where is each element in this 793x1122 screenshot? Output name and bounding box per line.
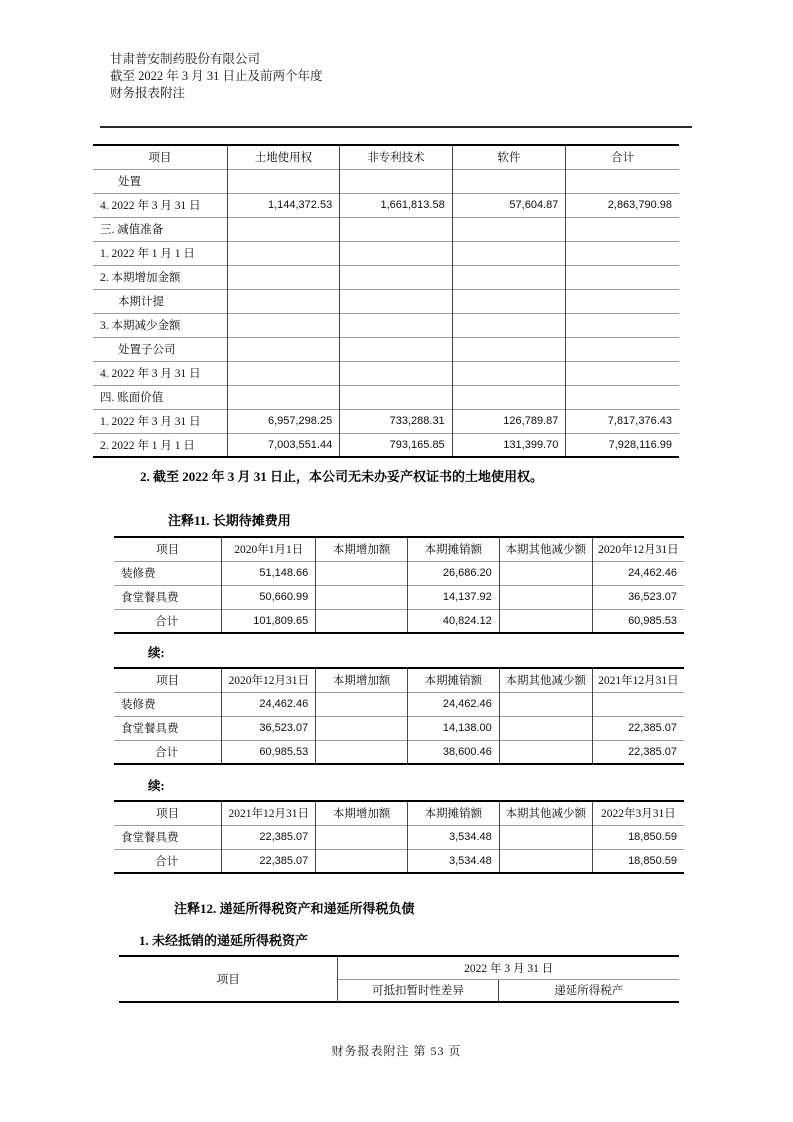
cell-value: 3,534.48 xyxy=(408,825,500,849)
cell-value xyxy=(227,337,340,361)
cell-value xyxy=(316,849,408,873)
cell-value: 1,661,813.58 xyxy=(340,193,453,217)
continued-label-2: 续: xyxy=(148,779,165,793)
cell-value: 18,850.59 xyxy=(592,825,684,849)
header-row xyxy=(93,145,679,169)
row-label: 四. 账面价值 xyxy=(93,385,227,409)
cell-value xyxy=(452,289,566,313)
page-footer: 财务报表附注 第 53 页 xyxy=(331,1044,462,1058)
cell-value xyxy=(499,740,592,764)
row-label: 合计 xyxy=(114,740,222,764)
column-header: 可抵扣暂时性差异 xyxy=(338,979,498,1002)
cell-value xyxy=(340,337,453,361)
cell-value xyxy=(340,289,453,313)
cell-value xyxy=(316,609,408,633)
header-row xyxy=(114,801,684,825)
table-row xyxy=(114,716,684,740)
row-label: 4. 2022 年 3 月 31 日 xyxy=(93,361,227,385)
cell-value xyxy=(340,265,453,289)
cell-value xyxy=(227,169,340,193)
column-header: 2020年12月31日 xyxy=(222,668,316,692)
column-header: 土地使用权 xyxy=(227,145,340,169)
row-label: 食堂餐具费 xyxy=(114,585,222,609)
cell-value: 40,824.12 xyxy=(408,609,500,633)
cell-value xyxy=(316,585,408,609)
row-label: 三. 减值准备 xyxy=(93,217,227,241)
note11-title: 注释11. 长期待摊费用 xyxy=(168,513,291,528)
row-label: 合计 xyxy=(114,609,222,633)
column-header: 2020年1月1日 xyxy=(222,537,316,561)
table-row xyxy=(93,289,679,313)
cell-value xyxy=(227,289,340,313)
column-header: 项目 xyxy=(156,544,180,557)
cell-value: 24,462.46 xyxy=(592,561,684,585)
cell-value xyxy=(340,313,453,337)
row-label: 项目 xyxy=(119,956,338,1002)
table-row xyxy=(93,217,679,241)
column-header: 2022 年 3 月 31 日 xyxy=(338,956,679,979)
table-row xyxy=(93,313,679,337)
header-row xyxy=(114,537,684,561)
row-label: 食堂餐具费 xyxy=(114,716,222,740)
column-header: 2021年12月31日 xyxy=(222,801,316,825)
row-label: 处置子公司 xyxy=(93,337,227,361)
header-rule xyxy=(100,126,692,128)
cell-value: 131,399.70 xyxy=(452,433,566,457)
column-header: 软件 xyxy=(452,145,566,169)
row-label: 3. 本期减少金额 xyxy=(93,313,227,337)
company-name: 甘肃普安制药股份有限公司 xyxy=(110,52,261,66)
cell-value xyxy=(227,385,340,409)
cell-value xyxy=(499,692,592,716)
column-header: 2020年12月31日 xyxy=(592,537,684,561)
row-label: 2. 2022 年 1 月 1 日 xyxy=(93,433,227,457)
row-label: 处置 xyxy=(93,169,227,193)
cell-value xyxy=(566,169,679,193)
deferred-tax-asset-table xyxy=(119,955,679,1003)
cell-value xyxy=(499,849,592,873)
cell-value: 7,817,376.43 xyxy=(566,409,679,433)
cell-value xyxy=(340,217,453,241)
table-row xyxy=(119,956,679,979)
cell-value xyxy=(227,241,340,265)
column-header: 本期增加额 xyxy=(316,537,408,561)
cell-value xyxy=(452,169,566,193)
cell-value xyxy=(566,265,679,289)
cell-value xyxy=(592,692,684,716)
table-row xyxy=(114,740,684,764)
row-label: 2. 本期增加金额 xyxy=(93,265,227,289)
intangible-assets-table xyxy=(93,144,679,458)
cell-value xyxy=(316,716,408,740)
column-header: 本期摊销额 xyxy=(408,668,500,692)
column-header: 本期其他减少额 xyxy=(499,537,592,561)
column-header: 非专利技术 xyxy=(340,145,453,169)
cell-value: 793,165.85 xyxy=(340,433,453,457)
long-term-deferred-expense-table-2020 xyxy=(114,536,684,634)
cell-value: 733,288.31 xyxy=(340,409,453,433)
cell-value: 38,600.46 xyxy=(408,740,500,764)
column-header: 项目 xyxy=(156,675,180,688)
cell-value xyxy=(452,313,566,337)
column-header: 本期增加额 xyxy=(316,668,408,692)
cell-value: 14,138.00 xyxy=(408,716,500,740)
header-row xyxy=(114,668,684,692)
column-header: 项目 xyxy=(156,808,180,821)
cell-value xyxy=(316,561,408,585)
table-row xyxy=(93,385,679,409)
row-label: 装修费 xyxy=(114,692,222,716)
cell-value xyxy=(452,241,566,265)
column-header: 递延所得税产 xyxy=(498,979,679,1002)
period-line: 截至 2022 年 3 月 31 日止及前两个年度 xyxy=(110,69,323,83)
cell-value xyxy=(227,265,340,289)
long-term-deferred-expense-table-2021 xyxy=(114,667,684,765)
cell-value: 36,523.07 xyxy=(222,716,316,740)
cell-value: 126,789.87 xyxy=(452,409,566,433)
cell-value xyxy=(340,385,453,409)
land-use-right-note: 2. 截至 2022 年 3 月 31 日止，本公司无未办妥产权证书的土地使用权。 xyxy=(140,469,544,484)
cell-value xyxy=(499,609,592,633)
column-header: 2022年3月31日 xyxy=(592,801,684,825)
cell-value: 50,660.99 xyxy=(222,585,316,609)
cell-value: 60,985.53 xyxy=(222,740,316,764)
table-row xyxy=(93,241,679,265)
row-label: 食堂餐具费 xyxy=(114,825,222,849)
cell-value: 22,385.07 xyxy=(222,849,316,873)
row-label: 合计 xyxy=(114,849,222,873)
cell-value: 1,144,372.53 xyxy=(227,193,340,217)
cell-value: 24,462.46 xyxy=(222,692,316,716)
cell-value xyxy=(227,361,340,385)
cell-value xyxy=(566,385,679,409)
long-term-deferred-expense-table-2022q1 xyxy=(114,800,684,874)
cell-value: 36,523.07 xyxy=(592,585,684,609)
cell-value: 2,863,790.98 xyxy=(566,193,679,217)
cell-value xyxy=(316,825,408,849)
cell-value xyxy=(566,361,679,385)
cell-value xyxy=(499,825,592,849)
cell-value: 3,534.48 xyxy=(408,849,500,873)
note12-sub1-title: 1. 未经抵销的递延所得税资产 xyxy=(139,933,309,948)
table-row xyxy=(93,337,679,361)
cell-value: 18,850.59 xyxy=(592,849,684,873)
table-row xyxy=(114,825,684,849)
cell-value xyxy=(566,337,679,361)
cell-value xyxy=(227,313,340,337)
doc-header xyxy=(110,51,323,102)
column-header: 本期其他减少额 xyxy=(499,801,592,825)
column-header: 项目 xyxy=(148,152,172,165)
row-label: 本期计提 xyxy=(93,289,227,313)
cell-value xyxy=(340,361,453,385)
cell-value xyxy=(316,692,408,716)
cell-value xyxy=(499,585,592,609)
cell-value: 7,928,116.99 xyxy=(566,433,679,457)
cell-value xyxy=(566,217,679,241)
cell-value xyxy=(340,241,453,265)
table-row xyxy=(114,849,684,873)
table-row xyxy=(93,409,679,433)
row-label: 4. 2022 年 3 月 31 日 xyxy=(93,193,227,217)
cell-value xyxy=(566,313,679,337)
cell-value: 51,148.66 xyxy=(222,561,316,585)
note12-title: 注释12. 递延所得税资产和递延所得税负债 xyxy=(174,901,415,916)
cell-value: 14,137.92 xyxy=(408,585,500,609)
cell-value xyxy=(452,217,566,241)
column-header: 本期摊销额 xyxy=(408,537,500,561)
table-row xyxy=(114,585,684,609)
cell-value xyxy=(499,561,592,585)
table-row xyxy=(93,433,679,457)
row-label: 1. 2022 年 3 月 31 日 xyxy=(93,409,227,433)
column-header: 本期其他减少额 xyxy=(499,668,592,692)
column-header: 合计 xyxy=(566,145,679,169)
cell-value xyxy=(452,337,566,361)
continued-label-1: 续: xyxy=(148,646,165,660)
table-row xyxy=(93,193,679,217)
cell-value: 60,985.53 xyxy=(592,609,684,633)
cell-value: 6,957,298.25 xyxy=(227,409,340,433)
cell-value: 22,385.07 xyxy=(222,825,316,849)
cell-value xyxy=(566,289,679,313)
cell-value: 22,385.07 xyxy=(592,740,684,764)
cell-value xyxy=(452,361,566,385)
cell-value: 57,604.87 xyxy=(452,193,566,217)
cell-value: 7,003,551.44 xyxy=(227,433,340,457)
row-label: 1. 2022 年 1 月 1 日 xyxy=(93,241,227,265)
cell-value xyxy=(340,169,453,193)
cell-value xyxy=(499,716,592,740)
cell-value xyxy=(452,265,566,289)
cell-value: 24,462.46 xyxy=(408,692,500,716)
cell-value: 22,385.07 xyxy=(592,716,684,740)
column-header: 本期增加额 xyxy=(316,801,408,825)
cell-value xyxy=(227,217,340,241)
table-row xyxy=(114,609,684,633)
cell-value: 26,686.20 xyxy=(408,561,500,585)
column-header: 本期摊销额 xyxy=(408,801,500,825)
table-row xyxy=(93,361,679,385)
table-row xyxy=(93,169,679,193)
cell-value: 101,809.65 xyxy=(222,609,316,633)
table-row xyxy=(114,692,684,716)
row-label: 装修费 xyxy=(114,561,222,585)
column-header: 2021年12月31日 xyxy=(592,668,684,692)
cell-value xyxy=(452,385,566,409)
cell-value xyxy=(316,740,408,764)
cell-value xyxy=(566,241,679,265)
doc-type-line: 财务报表附注 xyxy=(110,86,186,100)
table-row xyxy=(93,265,679,289)
table-row xyxy=(114,561,684,585)
